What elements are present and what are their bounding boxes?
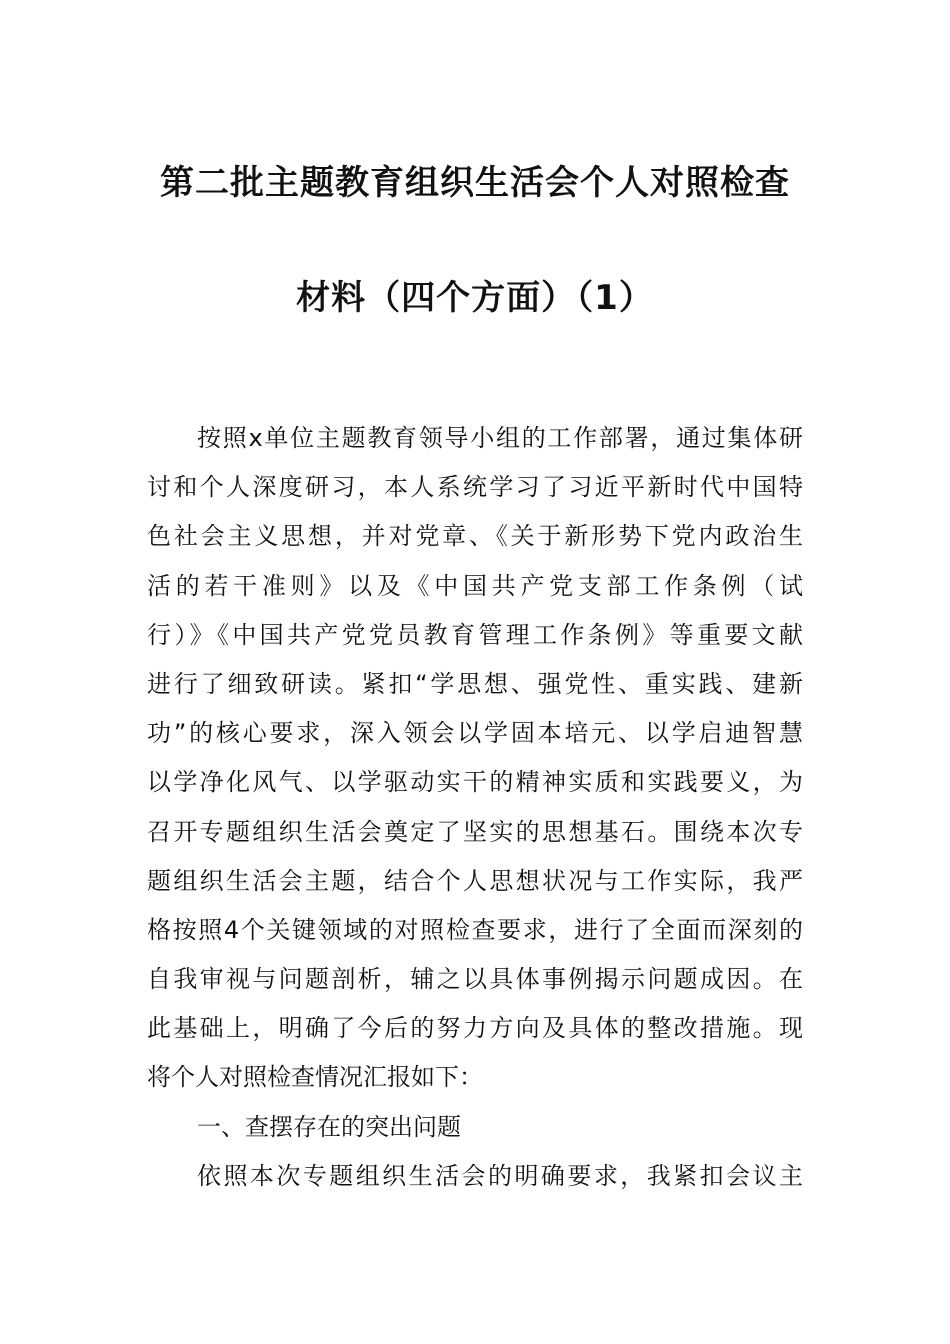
document-title-line-2: 材料（四个方面）（1） [296,278,654,318]
body-line: 题组织生活会主题，结合个人思想状况与工作实际，我严 [147,866,803,895]
body-line: 此基础上，明确了今后的努力方向及具体的整改措施。现 [147,1014,803,1043]
body-line: 召开专题组织生活会奠定了坚实的思想基石。围绕本次专 [147,817,803,846]
body-line: 以学净化风气、以学驱动实干的精神实质和实践要义，为 [147,768,803,797]
body-line: 格按照4个关键领域的对照检查要求，进行了全面而深刻的 [147,915,803,944]
body-line: 自我审视与问题剖析，辅之以具体事例揭示问题成因。在 [147,965,803,994]
body-line: 行）》《中国共产党党员教育管理工作条例》等重要文献 [147,620,803,649]
document-body [147,418,803,1205]
body-line: 讨和个人深度研习，本人系统学习了习近平新时代中国特 [147,473,803,502]
body-line: 色社会主义思想，并对党章、《关于新形势下党内政治生 [147,522,803,551]
section-heading: 一、查摆存在的突出问题 [197,1112,461,1141]
body-line: 按照x单位主题教育领导小组的工作部署，通过集体研 [197,424,803,452]
body-line: 功”的核心要求，深入领会以学固本培元、以学启迪智慧 [147,719,803,748]
body-line: 活的若干准则》以及《中国共产党支部工作条例（试 [147,571,803,600]
body-line: 进行了细致研读。紧扣“学思想、强党性、重实践、建新 [147,669,803,698]
body-line: 将个人对照检查情况汇报如下： [147,1063,483,1092]
body-line: 依照本次专题组织生活会的明确要求，我紧扣会议主 [197,1161,803,1190]
document-title-line-1: 第二批主题教育组织生活会个人对照检查 [160,163,790,203]
